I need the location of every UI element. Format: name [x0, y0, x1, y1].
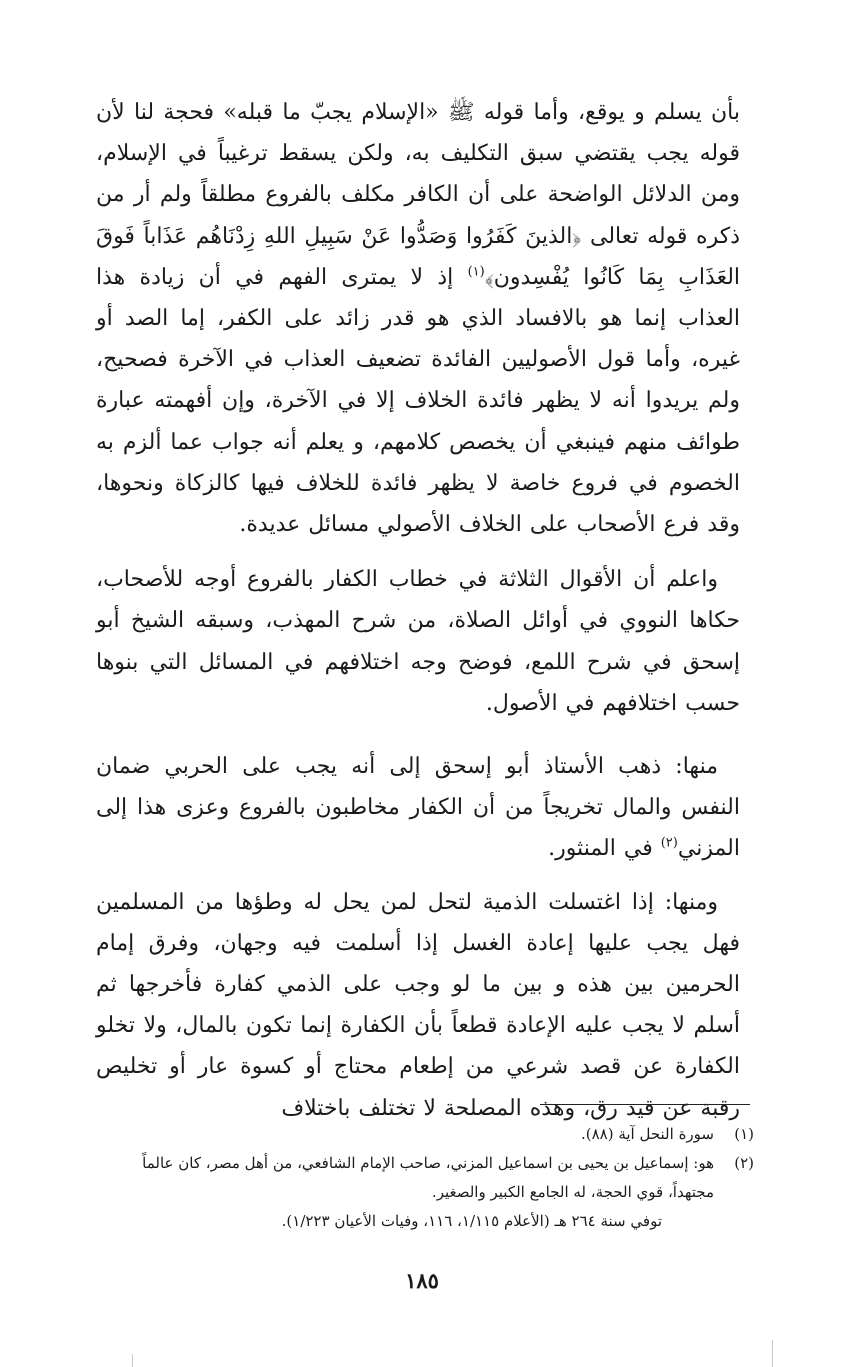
paragraph-text: إذ لا يمترى الفهم في أن زيادة هذا العذاب إنما هو بالافساد الذي هو قدر زائد على الكفر، إما الصد أو غيره، وأما قول الأصوليين الفائدة تضعيف العذاب في الآخرة فصحيح، ولم يريدوا أنه لا يظهر فائدة الخلاف إلا في الآخرة، وإن أفهمته عبارة طوائف منهم فينبغي أن يخصص كلامهم، و يعلم أنه جواب عما ألزم به الخصوم في فروع خاصة لا يظهر فائدة للخلاف فيها كالزكاة ونحوها، وقد فرع الأصحاب على الخلاف الأصولي مسائل عديدة. [96, 264, 740, 538]
footnote-number: (١) [734, 1125, 754, 1143]
footnote-divider [540, 1104, 750, 1105]
footnote-item [92, 1149, 754, 1207]
footnote-continuation: توفي سنة ٢٦٤ هـ (الأعلام ١/١١٥، ١١٦، وفيات الأعيان ١/٢٢٣). [281, 1212, 662, 1230]
footnote-text: هو: إسماعيل بن يحيى بن اسماعيل المزني، صاحب الإمام الشافعي، من أهل مصر، كان عالماً مجتهداً، قوي الحجة، له الجامع الكبير والصغير. [142, 1154, 714, 1201]
page-number: ١٨٥ [405, 1268, 439, 1293]
footnote-text: سورة النحل آية (٨٨). [580, 1125, 714, 1143]
footnotes [92, 1120, 754, 1236]
paragraph [96, 92, 740, 545]
main-text [96, 92, 740, 1129]
footnote-number: (٢) [734, 1154, 754, 1172]
footnote-reference: (١) [467, 264, 485, 280]
paragraph-text: منها: ذهب الأستاذ أبو إسحق إلى أنه يجب على الحربي ضمان النفس والمال تخريجاً من أن الكفار مخاطبون بالفروع وعزى هذا إلى المزني [96, 754, 740, 862]
footnote-item [92, 1120, 754, 1149]
scan-mark [772, 1340, 773, 1367]
paragraph: ومنها: إذا اغتسلت الذمية لتحل لمن يحل له وطؤها من المسلمين فهل يجب عليها إعادة الغسل إذا أسلمت فيه وجهان، وفرق إمام الحرمين بين هذه و بين ما لو وجب على الذمي كفارة فأخرجها ثم أسلم لا يجب عليه الإعادة قطعاً بأن الكفارة إنما تكون بالمال، ولا تخلو الكفارة عن قصد شرعي من إطعام محتاج أو كسوة عار أو تخليص رقبة عن قيد رق، وهذه المصلحة لا تختلف باختلاف [96, 889, 740, 1121]
paragraph [96, 746, 740, 870]
paragraph-text: بأن يسلم و يوقع، وأما قوله ﷺ «الإسلام يجبّ ما قبله» فحجة لنا لأن قوله يجب يقتضي سبق التكليف به، ولكن يسقط ترغيباً في الإسلام، ومن الدلائل الواضحة على أن الكافر مكلف بالفروع مطلقاً ولم أر من ذكره قوله تعالى ﴿الذينَ كَفَرُوا وَصَدُّوا عَنْ سَبِيلِ اللهِ زِدْنَاهُم عَذَاباً فَوقَ العَذَابِ بِمَا كَانُوا يُفْسِدون﴾ [96, 100, 741, 290]
scan-mark [132, 1354, 133, 1367]
paragraph: واعلم أن الأقوال الثلاثة في خطاب الكفار بالفروع أوجه للأصحاب، حكاها النووي في أوائل الصلاة، من شرح المهذب، وسبقه الشيخ أبو إسحق في شرح اللمع، فوضح وجه اختلافهم في المسائل التي بنوها حسب اختلافهم في الأصول. [96, 567, 740, 716]
footnote-reference: (٢) [660, 836, 678, 852]
paragraph-text: في المنثور. [548, 836, 653, 862]
